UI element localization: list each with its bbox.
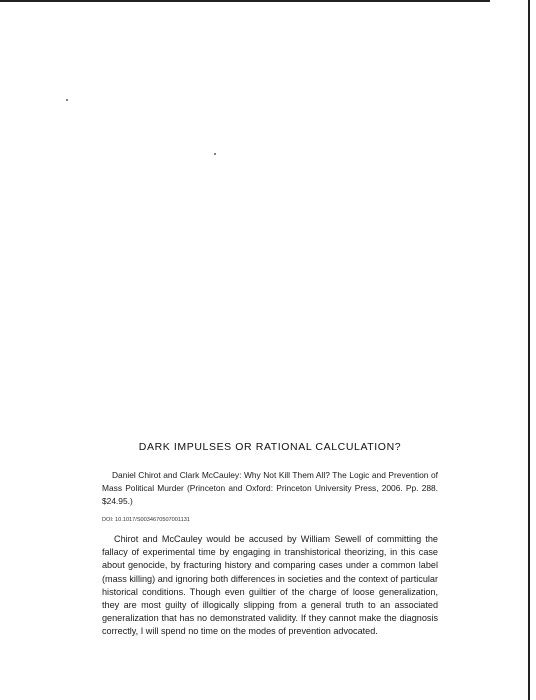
body-paragraph: Chirot and McCauley would be accused by William Sewell of committing the fallacy of experimental time by engaging in transhistorical theorizing, in this case about genocide, by fracturing history and comparing cases under a common label (mass killing) and ignoring both differences in societies and the context of particular historical conditions. Though even guiltier of the charge of loose generalization, they are most guilty of illogically slipping from a general truth to an associated generalization that has no demonstrated validity. If they cannot make the diagnosis correctly, I will spend no time on the modes of prevention advocated. <box>102 534 438 637</box>
scan-right-border <box>528 0 530 700</box>
doi-line: DOI: 10.1017/S0034670507001131 <box>102 517 190 523</box>
scan-top-border <box>0 0 490 2</box>
scan-speck <box>214 153 216 155</box>
article-title: DARK IMPULSES OR RATIONAL CALCULATION? <box>138 441 402 453</box>
page-content <box>102 441 438 639</box>
book-citation: Daniel Chirot and Clark McCauley: Why Not Kill Them All? The Logic and Prevention of Mass Political Murder (Princeton and Oxford: Princeton University Press, 2006. Pp. 288. $24.95.) <box>102 470 438 506</box>
scan-speck <box>66 99 68 101</box>
